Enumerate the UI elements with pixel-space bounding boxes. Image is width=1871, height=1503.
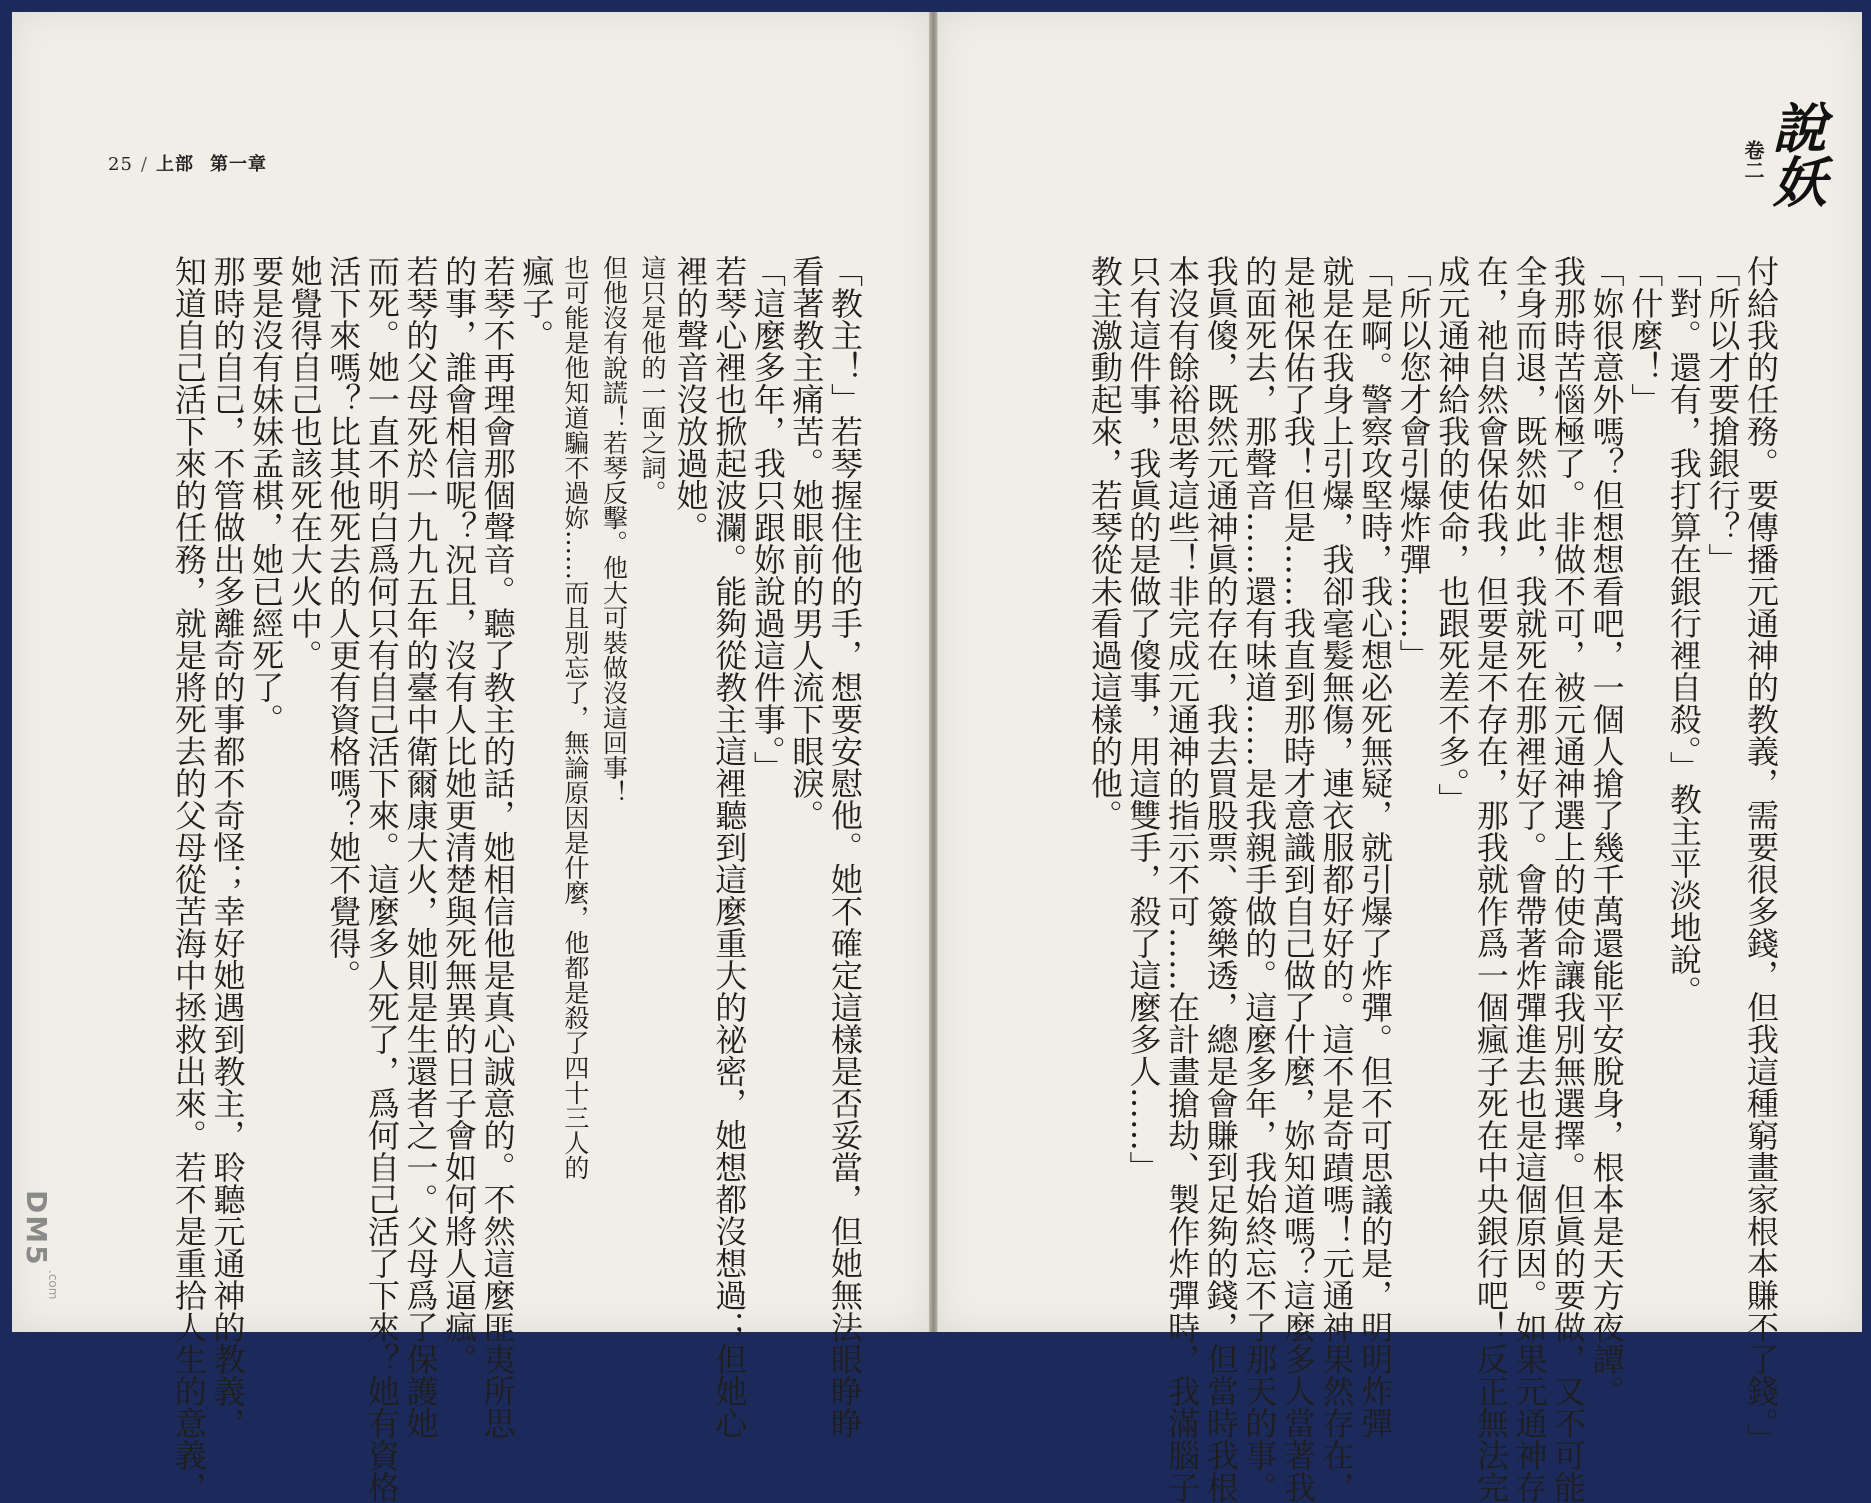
left-page-header: [108, 150, 267, 176]
text-line: 這只是他的一面之詞。: [638, 255, 668, 505]
text-line: 那時的自己，不管做出多離奇的事都不奇怪；幸好她遇到教主，聆聽元通神的教義，: [208, 255, 247, 1439]
text-line: 本沒有餘裕思考這些！非完成元通神的指示不可……在計畫搶劫、製作炸彈時，我滿腦子: [1163, 255, 1202, 1503]
text-line: 但他沒有說謊！若琴反擊。他大可裝做沒這回事！: [599, 255, 629, 805]
text-line: 知道自己活下來的任務，就是將死去的父母從苦海中拯救出來。若不是重拾人生的意義，: [169, 255, 208, 1503]
text-line: 若琴心裡也掀起波瀾。能夠從教主這裡聽到這麼重大的祕密，她想都沒想過；但她心: [710, 255, 749, 1439]
text-line: 「什麼！」: [1626, 255, 1665, 415]
volume-label: 卷二: [1741, 140, 1765, 180]
text-line: 若琴的父母死於一九九五年的臺中衛爾康大火，她則是生還者之一。父母爲了保護她: [401, 255, 440, 1439]
text-line: 她覺得自己也該死在大火中。: [285, 255, 324, 671]
site-watermark: [14, 1190, 62, 1330]
watermark-logo: DM5: [20, 1190, 53, 1267]
text-line: 「所以您才會引爆炸彈……」: [1394, 255, 1433, 671]
text-line: 「所以才要搶銀行？」: [1703, 255, 1742, 575]
text-line: 的事，誰會相信呢？況且，沒有人比她更清楚與死無異的日子會如何將人逼瘋。: [440, 255, 479, 1375]
text-line: 要是沒有妹妹孟棋，她已經死了。: [247, 255, 286, 735]
text-line: 而死。她一直不明白爲何只有自己活下來。這麼多人死了，爲何自己活了下來？她有資格: [362, 255, 401, 1503]
text-line: 我那時苦惱極了。非做不可，被元通神選上的使命讓我別無選擇。但眞的要做，又不可能: [1549, 255, 1588, 1503]
text-line: 我眞傻，既然元通神眞的存在，我去買股票、簽樂透，總是會賺到足夠的錢，但當時我根: [1201, 255, 1240, 1503]
text-line: 也可能是他知道騙不過妳……而且別忘了，無論原因是什麼，他都是殺了四十三人的: [560, 255, 590, 1180]
text-line: 瘋子。: [517, 255, 556, 351]
watermark-domain: .com: [46, 1270, 60, 1300]
right-page-body: [1022, 255, 1780, 1503]
text-line: 「這麼多年，我只跟妳說過這件事。」: [748, 255, 787, 783]
text-line: 在，祂自然會保佑我，但要是不存在，那我就作爲一個瘋子死在中央銀行吧！反正無法完: [1471, 255, 1510, 1503]
header-separator: /: [140, 154, 148, 175]
text-line: 活下來嗎？比其他死去的人更有資格嗎？她不覺得。: [324, 255, 363, 991]
left-page-body: [112, 255, 864, 1503]
text-line: 若琴不再理會那個聲音。聽了教主的話，她相信他是真心誠意的。不然這麼匪夷所思: [478, 255, 517, 1439]
text-line: 只有這件事，我眞的是做了傻事，用這雙手，殺了這麼多人……」: [1124, 255, 1163, 1183]
text-line: 全身而退，既然如此，我就死在那裡好了。會帶著炸彈進去也是這個原因。如果元通神存: [1510, 255, 1549, 1503]
section-title: 上部: [155, 154, 194, 175]
text-line: 「妳很意外嗎？但想想看吧，一個人搶了幾千萬還能平安脫身，根本是天方夜譚。: [1587, 255, 1626, 1407]
text-line: 成元通神給我的使命，也跟死差不多。」: [1433, 255, 1472, 815]
page-number: 25: [108, 154, 133, 175]
text-line: 「對。還有，我打算在銀行裡自殺。」教主平淡地說。: [1664, 255, 1703, 1007]
text-line: 的面死去，那聲音……還有味道……是我親手做的。這麼多年，我始終忘不了那天的事。: [1240, 255, 1279, 1503]
text-line: 教主激動起來，若琴從未看過這樣的他。: [1085, 255, 1124, 831]
text-line: 是祂保佑了我！但是……我直到那時才意識到自己做了什麼，妳知道嗎？這麼多人當著我: [1278, 255, 1317, 1503]
chapter-title: 第一章: [209, 154, 267, 175]
text-line: 「教主！」若琴握住他的手，想要安慰他。她不確定這樣是否妥當，但她無法眼睁睁: [826, 255, 864, 1439]
text-line: 就是在我身上引爆，我卻毫髮無傷，連衣服都好好的。這不是奇蹟嗎！元通神果然存在，: [1317, 255, 1356, 1503]
book-logo: 說妖: [1764, 100, 1828, 208]
text-line: 「是啊。警察攻堅時，我心想必死無疑，就引爆了炸彈。但不可思議的是，明明炸彈: [1356, 255, 1395, 1439]
text-line: 付給我的任務。要傳播元通神的教義，需要很多錢，但我這種窮畫家根本賺不了錢。」: [1742, 255, 1780, 1455]
text-line: 裡的聲音沒放過她。: [671, 255, 710, 543]
right-page-header: [1721, 100, 1841, 230]
text-line: 看著教主痛苦。她眼前的男人流下眼淚。: [787, 255, 826, 831]
